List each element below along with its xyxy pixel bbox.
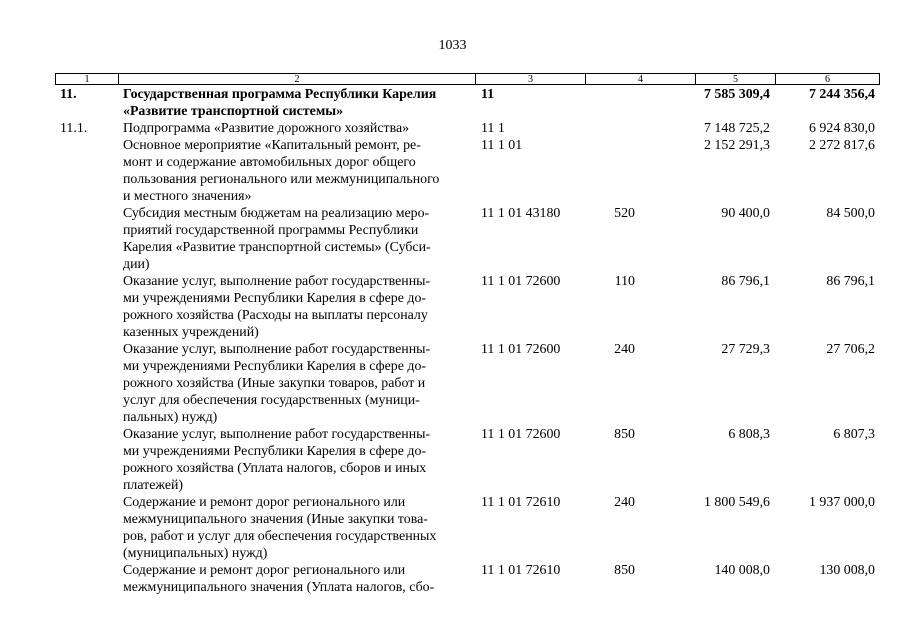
header-col-3: 3 xyxy=(476,74,586,84)
row-expense-type: 240 xyxy=(614,495,635,510)
row-expense-type: 240 xyxy=(614,342,635,357)
row-amount-2: 86 796,1 xyxy=(826,274,875,289)
header-col-6: 6 xyxy=(825,74,830,85)
row-name-line: Оказание услуг, выполнение работ государственны- xyxy=(123,342,431,357)
row-expense-type: 520 xyxy=(614,206,635,221)
row-name-line: Содержание и ремонт дорог регионального или xyxy=(123,495,406,510)
row-name-line: «Развитие транспортной системы» xyxy=(123,104,344,119)
row-number: 11. xyxy=(60,87,77,102)
row-name-line: казенных учреждений) xyxy=(123,325,259,340)
table-row xyxy=(0,494,905,562)
row-name-line: Оказание услуг, выполнение работ государственны- xyxy=(123,427,431,442)
row-code: 11 1 01 43180 xyxy=(481,206,561,221)
row-name-line: платежей) xyxy=(123,478,184,493)
row-name-line: Карелия «Развитие транспортной системы» (Субси- xyxy=(123,240,431,255)
table-row xyxy=(0,137,905,205)
row-amount-2: 6 807,3 xyxy=(833,427,875,442)
header-col-2: 2 xyxy=(119,74,476,84)
row-name-line: дии) xyxy=(123,257,150,272)
row-amount-2: 130 008,0 xyxy=(819,563,875,578)
row-expense-type: 110 xyxy=(614,274,635,289)
row-amount-1: 140 008,0 xyxy=(714,563,770,578)
row-amount-1: 86 796,1 xyxy=(721,274,770,289)
table-header xyxy=(55,73,880,85)
table-row xyxy=(0,562,905,596)
row-code: 11 1 01 72600 xyxy=(481,342,561,357)
row-name-line: рожного хозяйства (Иные закупки товаров, работ и xyxy=(123,376,426,391)
row-name-line: рожного хозяйства (Расходы на выплаты персоналу xyxy=(123,308,428,323)
row-name xyxy=(123,137,439,205)
row-name-line: ми учреждениями Республики Карелия в сфере до- xyxy=(123,359,427,374)
table-row xyxy=(0,273,905,341)
row-name-line: межмуниципального значения (Иные закупки това- xyxy=(123,512,428,527)
row-name xyxy=(123,426,430,494)
table-row xyxy=(0,86,905,120)
row-expense-type: 850 xyxy=(614,563,635,578)
row-name xyxy=(123,273,430,341)
page-number: 1033 xyxy=(438,38,467,53)
row-name-line: и местного значения» xyxy=(123,189,252,204)
row-amount-1: 2 152 291,3 xyxy=(704,138,770,153)
row-name-line: пользования регионального или межмуниципального xyxy=(123,172,440,187)
row-name-line: рожного хозяйства (Уплата налогов, сборов и иных xyxy=(123,461,427,476)
row-amount-2: 84 500,0 xyxy=(826,206,875,221)
row-amount-1: 90 400,0 xyxy=(721,206,770,221)
row-name-line: приятий государственной программы Республики xyxy=(123,223,419,238)
table-body xyxy=(0,86,905,596)
row-name-line: Содержание и ремонт дорог регионального или xyxy=(123,563,406,578)
table-row xyxy=(0,120,905,137)
row-name-line: Оказание услуг, выполнение работ государственны- xyxy=(123,274,431,289)
table-row xyxy=(0,205,905,273)
row-name-line: монт и содержание автомобильных дорог общего xyxy=(123,155,416,170)
row-code: 11 1 01 72610 xyxy=(481,563,561,578)
row-name-line: (муниципальных) нужд) xyxy=(123,546,268,561)
row-number: 11.1. xyxy=(60,121,88,136)
row-name xyxy=(123,86,436,120)
row-code: 11 1 01 72600 xyxy=(481,274,561,289)
row-code: 11 1 01 72610 xyxy=(481,495,561,510)
row-amount-2: 1 937 000,0 xyxy=(809,495,875,510)
header-col-4: 4 xyxy=(586,74,696,84)
row-amount-2: 27 706,2 xyxy=(826,342,875,357)
row-name-line: Государственная программа Республики Карелия xyxy=(123,87,437,102)
header-col-5: 5 xyxy=(696,74,776,84)
row-name-line: Основное мероприятие «Капитальный ремонт, ре- xyxy=(123,138,421,153)
row-code: 11 xyxy=(481,87,495,102)
row-name xyxy=(123,205,431,273)
row-name xyxy=(123,341,430,426)
row-name-line: ров, работ и услуг для обеспечения государственных xyxy=(123,529,437,544)
row-name-line: ми учреждениями Республики Карелия в сфере до- xyxy=(123,291,427,306)
row-name-line: межмуниципального значения (Уплата налогов, сбо- xyxy=(123,580,435,595)
row-amount-1: 7 148 725,2 xyxy=(704,121,770,136)
row-name xyxy=(123,494,436,562)
row-code: 11 1 01 xyxy=(481,138,523,153)
table-row xyxy=(0,341,905,426)
row-expense-type: 850 xyxy=(614,427,635,442)
row-name xyxy=(123,120,409,137)
row-code: 11 1 01 72600 xyxy=(481,427,561,442)
row-name-line: Подпрограмма «Развитие дорожного хозяйства» xyxy=(123,121,410,136)
row-amount-2: 2 272 817,6 xyxy=(809,138,875,153)
row-amount-2: 6 924 830,0 xyxy=(809,121,875,136)
row-name-line: пальных) нужд) xyxy=(123,410,218,425)
row-name xyxy=(123,562,434,596)
row-name-line: ми учреждениями Республики Карелия в сфере до- xyxy=(123,444,427,459)
row-code: 11 1 xyxy=(481,121,505,136)
row-amount-1: 6 808,3 xyxy=(728,427,770,442)
row-amount-1: 1 800 549,6 xyxy=(704,495,770,510)
row-name-line: Субсидия местным бюджетам на реализацию меро- xyxy=(123,206,430,221)
row-name-line: услуг для обеспечения государственных (муници- xyxy=(123,393,420,408)
table-row xyxy=(0,426,905,494)
row-amount-1: 27 729,3 xyxy=(721,342,770,357)
header-col-1: 1 xyxy=(56,74,119,84)
row-amount-1: 7 585 309,4 xyxy=(704,87,770,102)
row-amount-2: 7 244 356,4 xyxy=(809,87,875,102)
